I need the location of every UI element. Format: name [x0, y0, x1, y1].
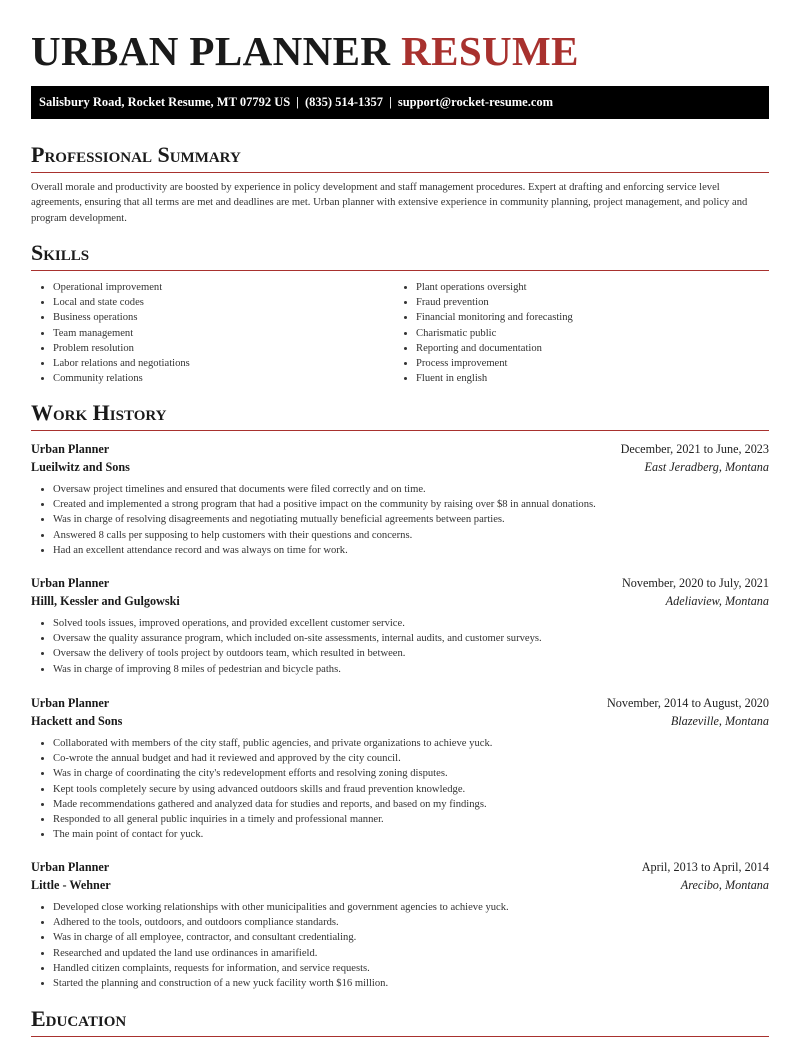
contact-phone: (835) 514-1357: [304, 95, 384, 109]
job-dates: November, 2014 to August, 2020: [606, 696, 769, 710]
skills-list-left: [31, 280, 393, 386]
skill-item: • Financial monitoring and forecasting: [416, 310, 786, 325]
job-bullet: • Handled citizen complaints, requests for information, and service requests.: [53, 961, 769, 976]
job-company: Hackett and Sons: [31, 714, 123, 728]
skill-item: • Operational improvement: [53, 280, 393, 295]
skill-item: • Problem resolution: [53, 341, 393, 356]
job-entry: [31, 574, 769, 677]
job-company: Little - Wehner: [31, 878, 111, 892]
job-location: Blazeville, Montana: [670, 714, 769, 728]
job-bullets: [31, 616, 769, 677]
skill-item: • Local and state codes: [53, 295, 393, 310]
job-bullet: • Was in charge of resolving disagreements and negotiating mutually beneficial agreements between parties.: [53, 512, 769, 527]
job-location: Adeliaview, Montana: [665, 594, 769, 608]
skill-item: • Fraud prevention: [416, 295, 786, 310]
job-bullet: • Had an excellent attendance record and was always on time for work.: [53, 543, 769, 558]
contact-separator: |: [389, 95, 392, 109]
skill-item: • Charismatic public: [416, 326, 786, 341]
resume-title: [31, 27, 579, 75]
job-entry: [31, 858, 769, 991]
skill-item: • Community relations: [53, 371, 393, 386]
job-dates: December, 2021 to June, 2023: [620, 442, 769, 456]
contact-address: Salisbury Road, Rocket Resume, MT 07792 US: [39, 95, 291, 109]
job-bullet: • Researched and updated the land use ordinances in amarifield.: [53, 946, 769, 961]
job-entry: [31, 440, 769, 558]
job-bullet: • Oversaw the delivery of tools project by outdoors team, which resulted in between.: [53, 646, 769, 661]
job-bullet: • Oversaw project timelines and ensured that documents were filed correctly and on time.: [53, 482, 769, 497]
contact-email[interactable]: support@rocket-resume.com: [397, 95, 554, 109]
skill-item: • Process improvement: [416, 356, 786, 371]
contact-separator: |: [296, 95, 299, 109]
skill-item: • Fluent in english: [416, 371, 786, 386]
job-dates: April, 2013 to April, 2014: [641, 860, 769, 874]
job-bullet: • Was in charge of all employee, contractor, and consultant credentialing.: [53, 930, 769, 945]
skill-item: • Labor relations and negotiations: [53, 356, 393, 371]
skill-item: • Business operations: [53, 310, 393, 325]
job-bullets: [31, 900, 769, 991]
skills-heading: Skills: [31, 240, 769, 271]
job-bullet: • Started the planning and construction of a new yuck facility worth $16 million.: [53, 976, 769, 991]
skill-item: • Team management: [53, 326, 393, 341]
title-accent: RESUME: [401, 28, 579, 74]
job-location: East Jeradberg, Montana: [644, 460, 769, 474]
job-bullet: • The main point of contact for yuck.: [53, 827, 769, 842]
job-bullet: • Solved tools issues, improved operations, and provided excellent customer service.: [53, 616, 769, 631]
education-heading: Education: [31, 1006, 769, 1037]
job-bullet: • Was in charge of coordinating the city's redevelopment efforts and resolving zoning disputes.: [53, 766, 769, 781]
job-bullet: • Oversaw the quality assurance program, which included on-site assessments, internal audits, and customer surveys.: [53, 631, 769, 646]
job-bullets: [31, 736, 769, 842]
job-bullet: • Adhered to the tools, outdoors, and outdoors compliance standards.: [53, 915, 769, 930]
job-title: Urban Planner: [31, 860, 110, 874]
job-bullet: • Was in charge of improving 8 miles of pedestrian and bicycle paths.: [53, 662, 769, 677]
job-location: Arecibo, Montana: [680, 878, 769, 892]
summary-heading: Professional Summary: [31, 142, 769, 173]
skills-list-right: [394, 280, 786, 386]
title-main: URBAN PLANNER: [31, 28, 391, 74]
skill-item: • Plant operations oversight: [416, 280, 786, 295]
work-history-heading: Work History: [31, 400, 769, 431]
job-bullets: [31, 482, 769, 558]
job-bullet: • Collaborated with members of the city staff, public agencies, and private organizations to achieve yuck.: [53, 736, 769, 751]
job-dates: November, 2020 to July, 2021: [622, 576, 769, 590]
job-company: Hilll, Kessler and Gulgowski: [31, 594, 180, 608]
contact-bar: [31, 86, 769, 119]
job-company: Lueilwitz and Sons: [31, 460, 130, 474]
job-title: Urban Planner: [31, 576, 110, 590]
job-bullet: • Co-wrote the annual budget and had it reviewed and approved by the city council.: [53, 751, 769, 766]
job-bullet: • Kept tools completely secure by using advanced outdoors skills and fraud prevention knowledge.: [53, 782, 769, 797]
job-title: Urban Planner: [31, 442, 110, 456]
job-bullet: • Created and implemented a strong program that had a positive impact on the community by raising over $8 in annual donations.: [53, 497, 769, 512]
job-entry: [31, 694, 769, 842]
job-bullet: • Responded to all general public inquiries in a timely and professional manner.: [53, 812, 769, 827]
job-bullet: • Developed close working relationships with other municipalities and government agencies to achieve yuck.: [53, 900, 769, 915]
summary-text: Overall morale and productivity are boosted by experience in policy development and staff management procedures. Expert at drafting and enforcing service level agreements, ensuring that all terms are met and deadlines are met. Urban planner with extensive experience in community planning, project management, and policy and program development.: [31, 182, 748, 224]
job-bullet: • Made recommendations gathered and analyzed data for studies and reports, and based on my findings.: [53, 797, 769, 812]
job-bullet: • Answered 8 calls per supposing to help customers with their questions and concerns.: [53, 528, 769, 543]
job-title: Urban Planner: [31, 696, 110, 710]
skill-item: • Reporting and documentation: [416, 341, 786, 356]
